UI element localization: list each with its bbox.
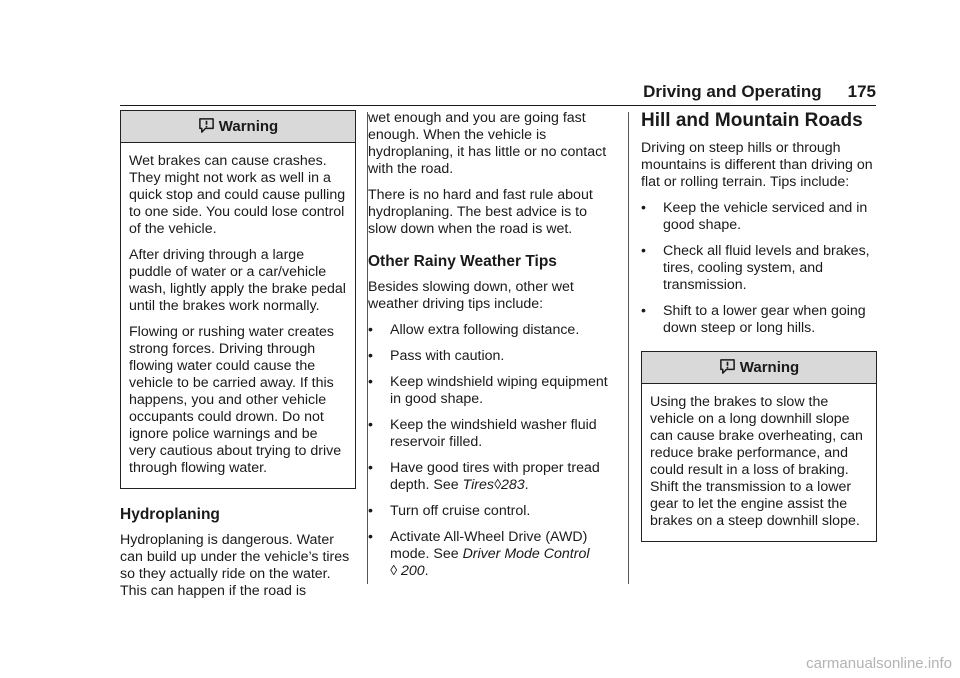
warning-paragraph: Flowing or rushing water creates strong forces. Driving through flowing water could cause the vehicle to be carried away. If this happens, you and other vehicle occupants could drown. Do not ignore police warnings and be very cautious about trying to drive through flowing water. [129, 324, 342, 476]
hill-tips-list [641, 200, 877, 337]
bullet-mark: • [641, 200, 646, 216]
list-item-text: Keep the windshield washer fluid reservoir filled. [390, 417, 597, 450]
warning-box [641, 351, 877, 542]
list-item [641, 243, 877, 294]
list-item [368, 374, 616, 408]
warning-body [121, 143, 355, 488]
warning-paragraph: Wet brakes can cause crashes. They might not work as well in a quick stop and could cause pulling to one side. You could lose control of the vehicle. [129, 153, 346, 237]
warning-header [121, 111, 355, 143]
warning-paragraph: After driving through a large puddle of water or a car/vehicle wash, lightly apply the brake pedal until the brakes work normally. [129, 247, 346, 314]
bullet-mark: • [368, 460, 373, 476]
rainy-tips-list [368, 322, 616, 580]
warning-paragraph: Using the brakes to slow the vehicle on a long downhill slope can cause brake overheating, can reduce brake performance, and could result in a loss of braking. Shift the transmission to a lower gear to let the engine assist the brakes on a steep downhill slope. [650, 394, 863, 529]
page-ref-arrow-icon: ◊ [390, 563, 398, 579]
list-item: • Activate All-Wheel Drive (AWD) mode. See Driver Mode Control ◊ 200. [368, 529, 590, 579]
list-item-text: Shift to a lower gear when going down steep or long hills. [663, 303, 866, 336]
warning-title: Warning [739, 359, 800, 376]
bullet-mark: • [368, 503, 373, 519]
warning-speech-icon [198, 117, 215, 134]
list-item-text: Turn off cruise control. [390, 503, 531, 519]
hill-mountain-heading: Hill and Mountain Roads [641, 110, 863, 131]
rainy-tips-heading: Other Rainy Weather Tips [368, 253, 557, 270]
rainy-tips-intro: Besides slowing down, other wet weather driving tips include: [368, 279, 574, 312]
warning-header [642, 352, 876, 384]
bullet-mark: • [641, 303, 646, 319]
hydroplaning-advice: There is no hard and fast rule about hydroplaning. The best advice is to slow down when the road is wet. [368, 187, 593, 237]
list-item [368, 348, 616, 365]
list-item-text: Pass with caution. [390, 348, 505, 364]
page-ref-arrow-icon: ◊ [493, 477, 501, 493]
page-number: 175 [847, 82, 876, 101]
list-item-text: Keep windshield wiping equipment in good shape. [390, 374, 608, 407]
list-item [368, 417, 616, 451]
list-item-text: Activate All-Wheel Drive (AWD) mode. See [390, 529, 588, 562]
section-title: Driving and Operating [643, 82, 822, 101]
list-item [368, 503, 616, 520]
driver-mode-reference-link[interactable]: Driver Mode Control ◊ 200 [390, 546, 590, 579]
bullet-mark: • [368, 322, 373, 338]
list-item-text: Allow extra following distance. [390, 322, 580, 338]
column-1 [120, 110, 356, 609]
hill-mountain-intro: Driving on steep hills or through mountains is different than driving on flat or rolling terrain. Tips include: [641, 140, 873, 190]
bullet-mark: • [368, 374, 373, 390]
warning-title: Warning [218, 118, 279, 135]
watermark: carmanualsonline.info [806, 655, 952, 672]
list-item [641, 200, 877, 234]
hydroplaning-heading: Hydroplaning [120, 506, 220, 523]
list-item-text: Check all fluid levels and brakes, tires, cooling system, and transmission. [663, 243, 870, 293]
list-item [641, 303, 877, 337]
column-divider [628, 112, 629, 584]
bullet-mark: • [368, 348, 373, 364]
bullet-mark: • [368, 529, 373, 545]
tires-reference-link[interactable]: Tires◊283 [462, 477, 525, 493]
page-header [120, 82, 876, 106]
bullet-mark: • [368, 417, 373, 433]
list-item-text: Have good tires with proper tread depth. See [390, 460, 600, 493]
warning-box [120, 110, 356, 489]
hydroplaning-text: Hydroplaning is dangerous. Water can build up under the vehicle’s tires so they actually ride on the water. This can happen if the road is [120, 532, 350, 599]
list-item: • Have good tires with proper tread depth. See Tires◊283. [368, 460, 600, 493]
warning-speech-icon [719, 358, 736, 375]
column-3 [641, 110, 877, 558]
bullet-mark: • [641, 243, 646, 259]
hydroplaning-continued: wet enough and you are going fast enough. When the vehicle is hydroplaning, it has little or no contact with the road. [368, 110, 607, 177]
column-2 [368, 110, 616, 590]
list-item [368, 322, 616, 339]
list-item-text: Keep the vehicle serviced and in good shape. [663, 200, 868, 233]
warning-body [642, 384, 876, 541]
